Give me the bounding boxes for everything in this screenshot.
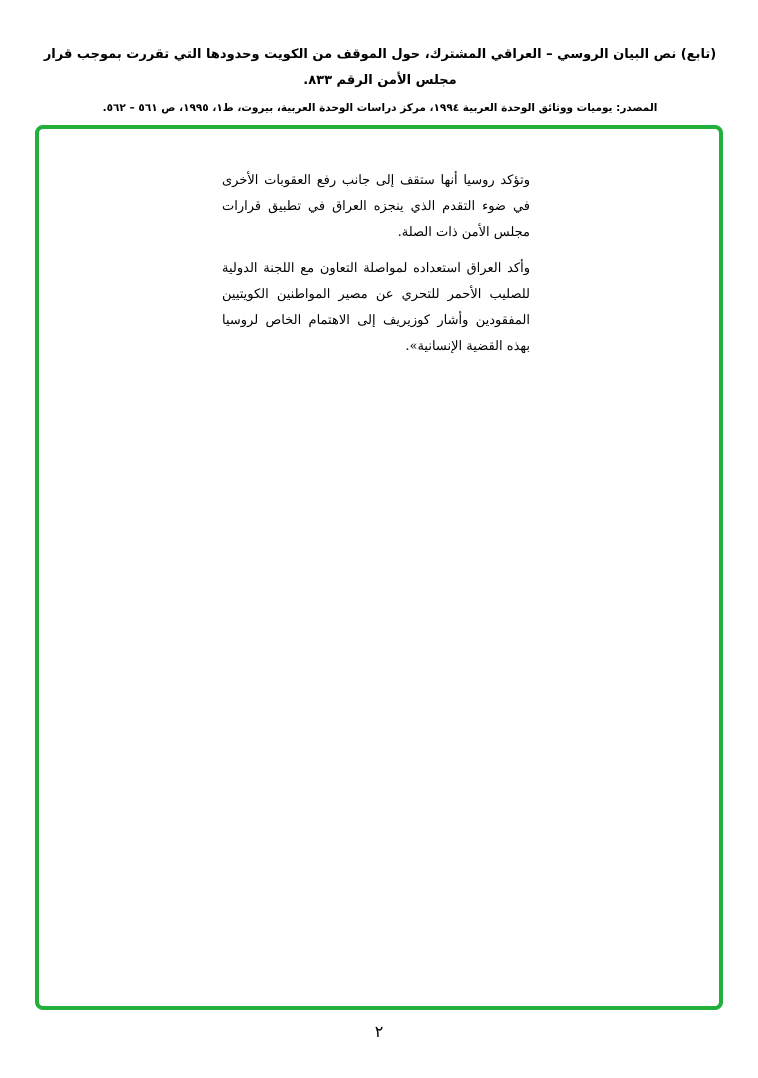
excerpt-text bbox=[222, 168, 530, 360]
excerpt-paragraph: وتؤكد روسيا أنها ستقف إلى جانب رفع العقوبات الأخرى في ضوء التقدم الذي ينجزه العراق في تطبيق قرارات مجلس الأمن ذات الصلة. bbox=[222, 173, 530, 240]
page-number: ٢ bbox=[374, 1022, 384, 1041]
excerpt-paragraph: وأكد العراق استعداده لمواصلة التعاون مع اللجنة الدولية للصليب الأحمر للتحري عن مصير المواطنين الكويتيين المفقودين وأشار كوزيريف إلى الاهتمام الخاص لروسيا بهذه القضية الإنسانية». bbox=[222, 261, 530, 354]
document-title: (تابع) نص البيان الروسي – العراقي المشترك، حول الموقف من الكويت وحدودها التي تقررت بموجب قرار مجلس الأمن الرقم ٨٣٣. bbox=[43, 47, 717, 88]
document-header bbox=[40, 42, 720, 116]
source-citation: المصدر: يوميات ووثائق الوحدة العربية ١٩٩٤، مركز دراسات الوحدة العربية، بيروت، ط١، ١٩٩٥، ص ٥٦١ – ٥٦٢. bbox=[102, 102, 658, 114]
